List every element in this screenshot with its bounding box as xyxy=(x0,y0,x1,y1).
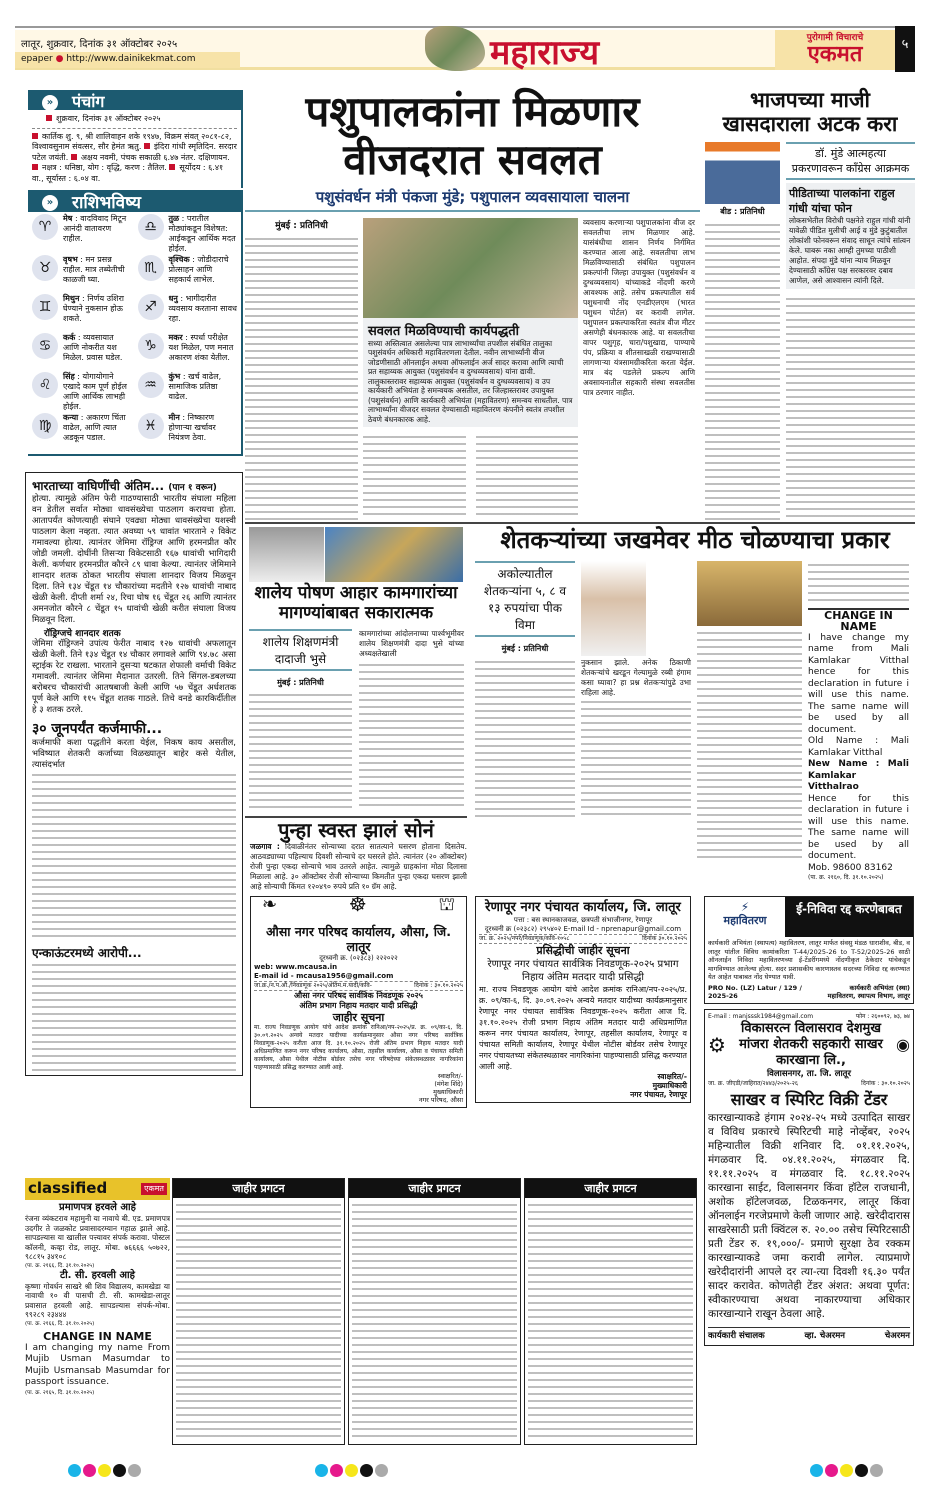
ad-body: मा. राज्य निवडणूक आयोग यांचे आदेश क्रमांक रानिआ/नप-२०२५/प्र. क्र. ०९/का-६, दि. ३०.०९.२०२५ अन्वये मतदार यादीच्या कार्यक्रमानुसार रेणापूर नगर पंचायत सार्वत्रिक निवडणूक-२०२५ करीता आज दि. ३१.१०.२०२५ रोजी प्रभाग निहाय अंतिम मतदार यादी अधिप्रमाणित करून नगर पंचायत कार्यालय, रेणापूर, तहसील कार्यालय, रेणापूर व पंचायत समिती कार्यालय, रेणापूर येथील नोटीस बोर्डवर तसेच रेणापूर नगर पंचायतच्या संकेतस्थळावर नागरिकांना पाहण्यासाठी प्रसिद्ध करण्यात आली आहे. xyxy=(479,985,687,1072)
ad-title: ई-निविदा रद्द करणेबाबत xyxy=(785,897,913,937)
main-area xyxy=(245,88,915,1346)
panchang-detail: नक्षत्र : धनिष्ठा, योग : वृद्धि, करण : तैतिल. xyxy=(42,163,167,172)
classified-body: कृष्णा गोवर्धन साखरे श्री शिव विद्यालय, कामखेडा या नावाची १० वी पासची टी. सी. कामखेडा-लातूर प्रवासात हरवली आहे. सापडल्यास संपर्क-मोबा. ९९२८९ २३४४४ xyxy=(25,1281,170,1319)
rashi-item: ♌ सिंह : योगायोगाने एखादे काम पूर्ण होईल आणि आर्थिक लाभही होईल. xyxy=(32,372,132,412)
notice-title: जाहीर प्रगटन xyxy=(525,1179,696,1198)
lead-column xyxy=(476,433,579,520)
ad-sign: नगर परिषद, औसा xyxy=(418,1096,463,1105)
school-column xyxy=(249,691,352,811)
cooperative-logo-icon: ◉ xyxy=(896,1035,910,1055)
mahavitaran-logo xyxy=(705,897,785,937)
notice-title: CHANGE IN NAME xyxy=(824,608,893,634)
rashi-name: कुंभ xyxy=(168,372,181,381)
rashi-text: व्यवसायात आणि नोकरीत यश मिळेल. प्रवास घडेल. xyxy=(63,333,123,362)
panchang-detail: इंदिरा गांधी स्मृतिदिन. सरदार पटेल जयंती. xyxy=(32,142,237,162)
rashi-name: मीन xyxy=(168,413,180,422)
chevron-down-icon: » xyxy=(42,95,58,111)
notice-body-lines xyxy=(528,1201,693,1441)
lead-subhead: पशुसंवर्धन मंत्री पंकजा मुंडे; पशुपालन व्यवसायाला चालना xyxy=(245,185,700,212)
info-box-body: सध्या अस्तित्वात असलेल्या पात्र लाभार्थ्यांचा तपशील संबंधित तालुका पशुसंवर्धन अधिकारी महावितरणला देतील. नवीन लाभार्थ्यांनी वीज जोडणीसाठी ऑनलाईन अथवा ऑफलाईन अर्ज सादर करावा आणि त्याची प्रत सहाय्यक आयुक्त (पशुसंवर्धन व दुग्धव्यवसाय) यांना द्यावी. तालुकास्तरावर सहाय्यक आयुक्त (पशुसंवर्धन व दुग्धव्यवसाय) व उप कार्यकारी अभियंता हे समन्वयक असतील, तर जिल्हास्तरावर उपायुक्त (पशुसंवर्धन) आणि कार्यकारी अभियंता (महावितरण) समन्वय साधतील. पात्र लाभार्थ्यांना वीजदर सवलत देण्यासाठी महावितरण कंपनीने स्वतंत्र तपशील ठेवणे बंधनकारक आहे. xyxy=(368,338,573,424)
rashi-item: ♐ धनु : भागीदारीत व्यवसाय करताना सावध रहा. xyxy=(138,294,238,332)
article-body: जेमिमा रॉड्रिग्जने उपांत्य फेरीत नाबाद १२७ धावांची अफलातून खेळी केली. तिने १३४ चेंडूत १४ चौकार लगावले आणि ९४.७८ असा स्ट्राईक रेट राखला. भारताने दुसऱ्या षटकात शेफाली वर्माची विकेट गमावली. त्यानंतर जेमिमा मैदानात उतरली. तिने सिंगल-डबलच्या बरोबरच चौकारांची आतषबाजी केली आणि ५७ चेंडूत अर्धशतक पूर्ण केले आणि ११५ चेंडूत शतक गाठले. तिचे वनडे कारकिर्दीतील हे ३ शतक ठरले. xyxy=(32,639,236,715)
zodiac-icon: ♏ xyxy=(138,255,164,281)
classified-section xyxy=(25,1178,170,1397)
zodiac-icon: ♓ xyxy=(138,413,164,439)
article-subhead: रॉड्रिग्जचे शानदार शतक xyxy=(44,629,121,639)
students-photo xyxy=(325,527,463,582)
manjara-ad xyxy=(704,1009,914,1346)
school-dateline: मुंबई : प्रतिनिधी xyxy=(277,678,324,688)
zodiac-icon: ♎ xyxy=(138,214,164,240)
zodiac-icon: ♒ xyxy=(138,372,164,398)
zodiac-icon: ♍ xyxy=(32,413,58,439)
rashi-text: खर्च वाढेल, सामाजिक प्रतिष्ठा वाढेल. xyxy=(168,372,222,401)
minister-photo xyxy=(249,527,324,582)
zodiac-icon: ♐ xyxy=(138,294,164,320)
ad-sign: कार्यकारी संचालक xyxy=(708,1330,765,1341)
panchang-body xyxy=(28,110,243,188)
notice-title: जाहीर प्रगटन xyxy=(173,1179,344,1198)
article-body: कर्जमाफी कशा पद्धतीने करता येईल, निकष काय असतील, भविष्यात शेतकरी कर्जाच्या विळख्यातून बाहेर कसे येतील, त्यासंदर्भात xyxy=(32,738,236,770)
notice-body-lines xyxy=(352,1201,517,1441)
gold-text: दिवाळीनंतर सोन्याच्या दरात सातत्याने घसरण होताना दिसतेय. आठवड्याच्या पहिल्याच दिवशी सोन्याचे दर घसरले होते. त्यानंतर (२० ऑक्टोबर) रोजी पुन्हा एकदा सोन्याचे भाव उतरले आहेत. त्यामुळे ग्राहकांना मोठा दिलासा मिळाला आहे. ३० ऑक्टोबर रोजी सोन्याच्या किमतीत पुन्हा एकदा घसरण झाली आहे सोन्याची किंमत १२०४९० रुपये प्रति १० ग्रॅम आहे. xyxy=(250,842,467,892)
tender-heading: साखर व स्पिरिट विक्री टेंडर xyxy=(730,1089,888,1109)
farmers-column xyxy=(808,561,909,603)
rashi-grid xyxy=(28,212,243,456)
bjp-column xyxy=(705,221,780,520)
zodiac-icon: ♉ xyxy=(32,255,58,281)
rashi-name: तुळ xyxy=(168,214,180,223)
epaper-bar xyxy=(15,52,240,68)
article-body-lines xyxy=(32,771,236,941)
crop-photo xyxy=(697,561,802,626)
panchang-date: शुक्रवार, दिनांक ३१ ऑक्टोबर २०२५ xyxy=(56,114,161,123)
school-subhead: शालेय शिक्षणमंत्री दादाजी भुसे xyxy=(249,629,352,671)
farmers-body xyxy=(475,561,915,883)
top-band xyxy=(245,88,915,520)
classified-title: CHANGE IN NAME xyxy=(43,1329,152,1343)
zodiac-icon: ♊ xyxy=(32,294,58,320)
section-divider xyxy=(245,522,915,524)
ad-ref: जा. क्र. जीएडी/जाहिरात/२४४३/२०२५-२६ xyxy=(708,1079,798,1087)
ad-notice-title: जाहीर सूचना xyxy=(332,1011,385,1025)
brand-name: एकमत xyxy=(807,42,863,67)
ad-phone: फोन : २६००९२, ७३, ७४ xyxy=(855,1012,910,1020)
ad-sign: मुख्याधिकारी xyxy=(652,1081,687,1091)
bjp-photo xyxy=(705,142,780,204)
classified-ref: (पा. क्र. २१६६, दि. ३१.१०.२०२५) xyxy=(25,1262,95,1269)
panchang-title: पंचांग xyxy=(72,92,105,111)
ad-website[interactable]: web: www.mcausa.in xyxy=(254,963,338,972)
ad-date: दिनांक ३०.१०.२०२५ xyxy=(642,935,687,943)
bjp-column xyxy=(786,295,915,520)
gold-dateline: जळगाव : xyxy=(250,842,280,852)
ad-sign: व्हा. चेअरमन xyxy=(804,1330,846,1341)
ad-sign: मुख्याधिकारी xyxy=(433,1088,463,1097)
rashi-item: ♑ मकर : स्पर्धा परीक्षेत यश मिळेल, पण मनात अकारण शंका येतील. xyxy=(138,333,238,371)
change-name-notice xyxy=(808,608,909,883)
zodiac-icon: ♈ xyxy=(32,214,58,240)
bjp-headline: भाजपच्या माजी खासदाराला अटक करा xyxy=(722,88,898,137)
article-body: होत्या. त्यामुळे अंतिम फेरी गाठण्यासाठी भारतीय संघाला महिला वन डेतील सर्वात मोठ्या धावसंख्येचा पाठलाग करायचा होता. आतापर्यंत कोणत्याही संघाने एवढ्या मोठ्या धावसंख्येचा यशस्वी पाठलाग केला नव्हता. त्यात अवघ्या ५९ धावांत भारताने २ विकेट गमावल्या होत्या. त्यानंतर जेमिमा रॉड्रिग्ज आणि हरमनप्रीत कौर जोडी जमली. दोघींनी तिसऱ्या विकेटसाठी १६७ धावांची भागिदारी केली. कर्णधार हरमनप्रीत कौरने ८९ धावा केल्या. त्यानंतर जेमिमाने शानदार शतक ठोकत भारतीय संघाला शानदार विजय मिळवून दिला. तिने १३४ चेंडूत १४ चौकारांच्या मदतीने १२७ धावांची नाबाद खेळी केली. दीप्ती शर्मा २४, रिचा घोष १६ चेंडूत २६ आणि त्यानंतर अमनजोत कौरने ८ चेंडूत १५ धावांची खेळी करीत संघाला विजय मिळवून दिला. xyxy=(32,494,236,625)
public-notice xyxy=(348,1178,521,1445)
zodiac-icon: ♋ xyxy=(32,333,58,359)
ausa-ad xyxy=(250,892,467,1108)
rashi-item: ♈ मेष : वादविवाद मिटून आनंदी वातावरण राहील. xyxy=(32,214,132,254)
ad-email[interactable]: E-mail : manjsssk1984@gmail.com xyxy=(708,1012,814,1020)
classified-badge: एकमत xyxy=(141,1183,167,1195)
dateline: लातूर, शुक्रवार, दिनांक ३१ ऑक्टोबर २०२५ xyxy=(21,39,178,50)
rashi-text: स्पर्धा परीक्षेत यश मिळेल, पण मनात अकारण शंका येतील. xyxy=(168,333,234,362)
top-rule xyxy=(15,26,915,28)
rashi-name: मकर xyxy=(168,333,183,342)
rashi-name: कन्या xyxy=(63,413,79,422)
rashi-item: ♋ कर्क : व्यवसायात आणि नोकरीत यश मिळेल. प्रवास घडेल. xyxy=(32,333,132,371)
rashi-text: योगायोगाने एखादे काम पूर्ण होईल आणि आर्थिक लाभही होईल. xyxy=(63,372,127,411)
left-column xyxy=(25,90,243,1076)
article-title: भारताच्या वाघिणींची अंतिम... xyxy=(32,479,165,493)
classified-body: रंजना व्यंकटराव महामुनी या नावाचे बी. एड. प्रमाणपत्र उदगीर ते जळकोट प्रवासादरम्यान गहाळ झाले आहे. सापडल्यास या खालील पत्त्यावर संपर्क करावा. पोस्टल कॉलनी, कव्हा रोड, लातूर. मोबा. ७६६६६ ५०७२२, ९८८१५ ३४१०८ xyxy=(25,1214,171,1261)
new-name: New Name : Mali Kamlakar Vitthalrao xyxy=(808,759,909,793)
brand-tagline: पुरोगामी विचाराचे xyxy=(806,33,864,43)
lead-photo xyxy=(363,218,578,318)
info-box-title: सवलत मिळविण्याची कार्यपद्धती xyxy=(368,323,520,339)
pylon-icon: ⚡ xyxy=(740,900,750,915)
classified-title: टी. सी. हरवली आहे xyxy=(60,1269,135,1281)
classified-ref: (पा. क्र. २१६५, दि. ३१.१०.२०२५) xyxy=(25,1389,95,1396)
ad-email[interactable]: E-mail id - mcausa1956@gmail.com xyxy=(254,972,394,981)
rashi-text: निर्णय उशिरा घेण्याने नुकसान होऊ शकते. xyxy=(63,294,124,323)
ad-address: विलासनगर, ता. जि. लातूर xyxy=(766,1068,852,1079)
lead-story xyxy=(245,88,700,520)
rashi-item: ♊ मिथुन : निर्णय उशिरा घेण्याने नुकसान होऊ शकते. xyxy=(32,294,132,332)
mobile-number: Mob. 98600 83162 xyxy=(808,862,893,873)
lead-headline-line: वीजदरात सवलत xyxy=(343,135,602,185)
rashi-text: परातील मोठ्यांकडून विशेषत: आईकडून आर्थिक मदत होईल. xyxy=(168,214,236,253)
brand-box xyxy=(775,30,895,70)
panchang-detail: कार्तिक शु. ९, श्री शालिवाहन शके १९४७, विक्रम संवत् २०८१-८२, विश्वावसुनाम संवत्सर, सौर हेमंत ऋतु. xyxy=(32,131,232,151)
rashi-item: ♍ कन्या : अकारण चिंता वाढेल, आणि त्यात अडकून पडाल. xyxy=(32,413,132,451)
ad-ref: जा. क्र. २०२५/नपरे/निवडणूक/कवि-१०५८ xyxy=(479,935,570,943)
factory-logo-icon: ⚙ xyxy=(708,1032,726,1057)
rashi-item: ♎ तुळ : परातील मोठ्यांकडून विशेषत: आईकडून आर्थिक मदत होईल. xyxy=(138,214,238,254)
lead-headline-line: पशुपालकांना मिळणार xyxy=(305,87,640,136)
notice-body: Hence for this declaration in future i will use this name. The same name will be used by all document. xyxy=(808,793,909,862)
notice-ref: (पा. क्र. २१६०, दि. ३१.१०.२०२५) xyxy=(808,874,884,882)
bjp-subhead: डॉ. मुंडे आत्महत्या प्रकरणावरून काँग्रेस आक्रमक xyxy=(786,142,915,180)
classified-ref: (पा. क्र. २१६६, दि. ३१.१०.२०२५) xyxy=(25,1320,95,1327)
continued-ref: (पान १ वरून) xyxy=(168,483,217,493)
maharashtra-map-logo xyxy=(425,26,485,71)
emblem-icon: ☸ xyxy=(348,892,367,917)
rashi-header xyxy=(28,190,243,212)
rashi-name: धनु xyxy=(168,294,178,303)
farmers-body-text: नुकसान झाले. अनेक ठिकाणी शेतकऱ्यांचे खरडून गेल्यामुळे रब्बी हंगाम कसा घ्यावा? हा प्रश्न शेतकऱ्यांपुढे उभा राहिला आहे. xyxy=(581,657,691,697)
article-title: ३० जूनपर्यंत कर्जमाफी... xyxy=(32,721,163,737)
rashi-text: निष्कारण होणाऱ्या खर्चावर नियंत्रण ठेवा. xyxy=(168,413,216,442)
ad-sign: चेअरमन xyxy=(884,1330,910,1341)
ad-body: कारखान्याकडे हंगाम २०२४-२५ मध्ये उत्पादित साखर व विविध प्रकारचे स्पिरिटची माहे नोव्हेंबर, २०२५ महिन्यातील विक्री शनिवार दि. ०१.११.२०२५, मंगळवार दि. ०४.११.२०२५, मंगळवार दि. ११.११.२०२५ व मंगळवार दि. १८.११.२०२५ कारखाना साईट, विलासनगर किंवा हॉटेल राजधानी, अशोक हॉटेलजवळ, टिळकनगर, लातूर किंवा ऑनलाईन गरजेप्रमाणे केली जाणार आहे. खरेदीदारास साखरेसाठी प्रती क्विंटल रु. २०.०० तसेच स्पिरिटसाठी प्रती टेंडर रु. १९,०००/- प्रमाणे सुरक्षा ठेव रक्कम कारखान्याकडे जमा करावी लागेल. त्याप्रमाणे खरेदीदारांनी आपले दर त्या-त्या दिवशी १६.३० पर्यंत सादर करावेत. कोणतेही टेंडर अंशत: अथवा पूर्णत: स्वीकारण्याचा अथवा नाकारण्याचा अधिकार कारखान्याने राखून ठेवला आहे. xyxy=(708,1111,910,1320)
section-logo: महाराज्य xyxy=(490,33,600,73)
ad-sign: (मंगेश शिंदे) xyxy=(434,1080,463,1089)
panchang-detail: अक्षय नवमी, पंचक सकाळी ६.४७ नंतर. दक्षिणायन. xyxy=(80,152,230,162)
ad-address: पत्ता : बस स्थानकाजवळ, छत्रपती संभाजीनगर, रेणापूर xyxy=(513,916,653,925)
building-logo-icon: ⛫ xyxy=(438,894,455,916)
ad-contact: दूरध्वनी क्र (०२३८२) २९५४०२ E-mail Id - nprenapur@gmail.com xyxy=(484,925,682,934)
right-ads xyxy=(704,896,914,1346)
rashi-name: वृश्चिक xyxy=(168,255,190,264)
panchang-header xyxy=(28,90,243,110)
article-title: एन्काऊंटरमध्ये आरोपी... xyxy=(32,946,142,960)
classified-body: I am changing my name From Mujib Usman Masumdar to Mujib Usmansab Masumdar for passport issuance. xyxy=(25,1342,170,1387)
lead-column xyxy=(363,433,466,520)
farmers-headline: शेतकऱ्यांच्या जखमेवर मीठ चोळण्याचा प्रकार xyxy=(500,526,890,554)
zodiac-icon: ♑ xyxy=(138,333,164,359)
classified-logo: classified xyxy=(28,1179,108,1198)
left-news-box xyxy=(25,472,243,1076)
page-number: ५ xyxy=(895,26,915,72)
lead-headline xyxy=(245,88,700,185)
ad-date: दिनांक : ३०.१०.२०२५ xyxy=(861,1079,910,1087)
ad-date: दिनांक : ३०.१०.२०२५ xyxy=(414,982,463,990)
side-box-body: लोकसभेतील विरोधी पक्षनेते राहुल गांधी यांनी यावेळी पीडित मुलीची आई व मुंडे कुटुंबातील लोकांशी फोनवरून संवाद साधून त्यांचे सांत्वन केले. घाबरू नका आम्ही तुमच्या पाठीशी आहोत. संपदा मुंडे यांना न्याय मिळवून देण्यासाठी काँग्रेस पक्ष सरकारवर दबाव आणेल, असे आश्वासन त्यांनी दिले. xyxy=(789,216,911,286)
ad-sign: नगर पंचायत, रेणापूर xyxy=(630,1090,687,1100)
notice-body-lines xyxy=(176,1201,341,1441)
farmers-photo xyxy=(581,561,646,656)
article-body-lines xyxy=(32,961,236,1071)
rashi-item: ♏ वृश्चिक : जोडीदाराचे प्रोत्साहन आणि सहकार्य लाभेल. xyxy=(138,255,238,293)
panchang-detail: सूर्योदय : ६.४१ वा., सूर्यास्त : ६.०४ वा. xyxy=(32,163,224,183)
ad-phone: दूरध्वनी क्र. (०२३८३) २२२०२२ xyxy=(319,954,398,963)
school-headline: शालेय पोषण आहार कामगारांच्या मागण्यांबाबत सकारात्मक xyxy=(254,583,458,623)
lead-body xyxy=(245,218,700,520)
lead-column-2 xyxy=(363,218,578,520)
rashi-name: मेष xyxy=(63,214,73,223)
pro-number: PRO No. (LZ) Latur / 129 / 2025-26 xyxy=(708,983,802,1001)
farmers-dateline: मुंबई : प्रतिनिधी xyxy=(501,643,549,653)
color-registration-marks xyxy=(810,1462,885,1481)
ad-sign: कार्यकारी अभियंता (स्था) महावितरण, स्थापत्य विभाग, लातूर xyxy=(827,983,910,1001)
lead-dateline: मुंबई : प्रतिनिधी xyxy=(275,220,328,231)
mahavitaran-ad xyxy=(704,896,914,1004)
rashi-item: ♒ कुंभ : खर्च वाढेल, सामाजिक प्रतिष्ठा वाढेल. xyxy=(138,372,238,412)
rashi-item: ♉ वृषभ : मन प्रसन्न राहील. मात्र तब्येतीची काळजी घ्या. xyxy=(32,255,132,293)
rashi-name: मिथुन xyxy=(63,294,80,303)
epaper-label: epaper xyxy=(21,54,53,64)
lead-column-1 xyxy=(245,218,358,520)
color-registration-marks xyxy=(68,1462,143,1481)
renapur-ad xyxy=(475,896,691,1103)
rashi-text: भागीदारीत व्यवसाय करताना सावध रहा. xyxy=(168,294,237,323)
classified-title: प्रमाणपत्र हरवले आहे xyxy=(59,1202,136,1213)
gold-body xyxy=(250,842,467,892)
ad-subtitle: अंतिम प्रभाग निहाय मतदार यादी प्रसिद्धी xyxy=(299,1001,418,1011)
old-name: Old Name : Mali Kamlakar Vitthal xyxy=(808,736,909,758)
rashi-text: वादविवाद मिटून आनंदी वातावरण राहील. xyxy=(63,214,127,243)
ad-subtitle: औसा नगर परिषद सार्वत्रिक निवडणूक २०२५ xyxy=(294,991,423,1001)
public-notice xyxy=(172,1178,345,1445)
color-registration-marks xyxy=(315,1462,390,1481)
public-notice xyxy=(524,1178,697,1445)
ad-title: विकासरत्न विलासराव देशमुख मांजरा शेतकरी सहकारी साखर कारखाना लि., xyxy=(739,1020,883,1068)
globe-icon: ● xyxy=(55,54,64,64)
epaper-link[interactable]: http://www.dainikekmat.com xyxy=(66,54,196,64)
lead-info-box xyxy=(363,318,578,428)
ad-subtitle: रेणापूर नगर पंचायत सार्वत्रिक निवडणूक-२०२५ प्रभाग निहाय अंतिम मतदार यादी प्रसिद्धी xyxy=(487,959,679,984)
bjp-story xyxy=(705,88,915,520)
farmers-subhead: अकोल्यातील शेतकऱ्यांना ५, ८ व १३ रुपयांचा पीक विमा xyxy=(475,561,575,637)
rashi-name: कर्क xyxy=(63,333,76,342)
notice-body: I have change my name from Mali Kamlakar Vitthal hence for this declaration in future i will use this name. The same name will be used by all document. xyxy=(808,632,909,735)
notice-title: जाहीर प्रगटन xyxy=(349,1179,520,1198)
ad-sign: स्वाक्षरित/- xyxy=(437,1072,463,1081)
bjp-side-box xyxy=(786,183,915,289)
ad-title: औसा नगर परिषद कार्यालय, औसा, जि. लातूर xyxy=(266,924,451,955)
lead-column-right: व्यवसाय करणाऱ्या पशुपालकांना वीज दर सवलतीचा लाभ मिळणार आहे. यासंबंधीचा शासन निर्णय निर्गमित करण्यात आला आहे. सवलतीचा लाभ मिळविण्यासाठी संबंधित पशुपालन प्रकल्पांनी जिल्हा उपायुक्त (पशुसंवर्धन व दुग्धव्यवसाय) यांच्याकडे नोंदणी करणे आवश्यक आहे. तसेच प्रकल्पातील सर्व पशुधनाची नोंद एनडीएलएम (भारत पशुधन पोर्टल) वर करावी लागेल. पशुपालन प्रकल्पाकरिता स्वतंत्र वीज मीटर असणेही बंधनकारक आहे. या सवलतीचा वापर पशुगृह, चारा/पशुखाद्य, पाण्याचे पंप, प्रक्रिया व शीतसाखळी राखण्यासाठी लागणाऱ्या यंत्रसामग्रीकरिता करता येईल. मात्र बंद पडलेले प्रकल्प आणि अवसायनातील सहकारी संस्था सवलतीस पात्र ठरणार नाहीत. xyxy=(583,217,695,397)
rashi-name: वृषभ xyxy=(63,255,78,264)
rashi-title: राशिभविष्य xyxy=(72,193,142,213)
rashi-name: सिंह xyxy=(63,372,75,381)
side-box-title: पीडिताच्या पालकांना राहुल गांधी यांचा फोन xyxy=(789,187,895,216)
rashi-item: ♓ मीन : निष्कारण होणाऱ्या खर्चावर नियंत्रण ठेवा. xyxy=(138,413,238,451)
logo-text: महावितरण xyxy=(723,914,767,928)
lead-column xyxy=(245,235,358,520)
classified-banner xyxy=(25,1178,170,1200)
ad-sign: स्वाक्षरित/- xyxy=(657,1072,687,1082)
school-body: कामगारांच्या आंदोलनाच्या पार्श्वभूमीवर शालेय शिक्षणमंत्री दादा भुसे यांच्या अध्यक्षतेखाली xyxy=(359,629,464,659)
photo-caption: बीड : प्रतिनिधी xyxy=(720,207,765,217)
gold-headline: पुन्हा स्वस्त झालं सोनं xyxy=(245,816,467,842)
ad-body: मा. राज्य निवडणूक आयोग यांचे आदेश क्रमांक रानिआ/नप-२०२५/प्र. क्र. ०९/का-६, दि. ३०.०९.२०२५ अन्वये मतदार यादीच्या कार्यक्रमानुसार औसा नगर परिषद सार्वत्रिक निवडणूक-२०२५ करीता आज दि. ३१.१०.२०२५ रोजी अंतिम प्रभाग निहाय मतदार यादी अधिप्रमाणित करून नगर परिषद कार्यालय, औसा, तहसील कार्यालय, औसा व पंचायत समिती कार्यालय, औसा येथील नोटीस बोर्डवर तसेच नगर परिषदेच्या संकेतस्थळावर नागरिकांना पाहण्यासाठी प्रसिद्ध करण्यात आली आहे. xyxy=(254,1024,463,1072)
rashi-text: अकारण चिंता वाढेल, आणि त्यात अडकून पडाल. xyxy=(63,413,126,442)
chevron-down-icon: » xyxy=(42,195,58,211)
farmers-column xyxy=(581,698,691,818)
farmers-column xyxy=(475,658,575,818)
ad-notice-title: प्रसिद्धीची जाहीर सूचना xyxy=(536,944,630,958)
rashi-text: मन प्रसन्न राहील. मात्र तब्येतीची काळजी घ्या. xyxy=(63,255,125,284)
municipal-logo-icon: ❧ xyxy=(262,894,278,916)
ad-title: रेणापूर नगर पंचायत कार्यालय, जि. लातूर xyxy=(485,900,681,916)
rashi-text: जोडीदाराचे प्रोत्साहन आणि सहकार्य लाभेल. xyxy=(168,255,229,284)
zodiac-icon: ♌ xyxy=(32,372,58,398)
page-header xyxy=(15,30,915,73)
school-column xyxy=(359,661,464,811)
ad-body: कार्यकारी अभियंता (स्थापत्य) महावितरण, लातूर मार्फत संवसु मंडळ धाराशीव, बीड, व लातूर यांतील विविध कामांकरिता T-44/2025-26 to T-52/2025-26 साठी ऑनलाईन निविदा महावितरणच्या ई-टेंडरींगमध्ये नोंदणीकृत ठेकेदार यांचेकडून मागविण्यात आलेल्या होत्या. सदर प्रशासकीय कारणास्तव सदरच्या निविदा रद्द करण्यात येत आहेत याबाबत नोंद घेण्यात यावी. xyxy=(708,939,910,982)
farmers-column xyxy=(697,629,802,859)
ad-ref: जा.क्र./न.प.औ./निवडणूक २०२५/अंतिम.म.यादी/कवि- xyxy=(254,982,372,990)
